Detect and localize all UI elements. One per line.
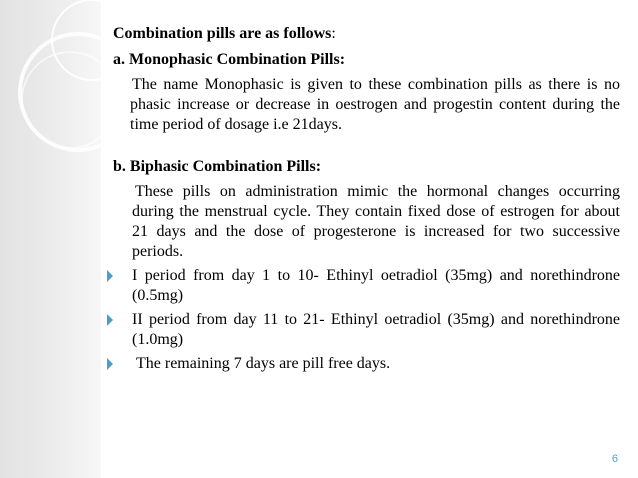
section-a-paragraph: The name Monophasic is given to these combination pills as there is no phasic increase or decrease in oestrogen and progestin content during the time period of dosage i.e 21days. xyxy=(130,76,620,133)
list-item: II period from day 11 to 21- Ethinyl oetradiol (35mg) and norethindrone (1.0mg) xyxy=(113,310,620,350)
slide-content xyxy=(113,24,620,374)
list-item: I period from day 1 to 10- Ethinyl oetradiol (35mg) and norethindrone (0.5mg) xyxy=(113,266,620,306)
decorative-circles xyxy=(0,0,130,478)
section-a-title: a. Monophasic Combination Pills: xyxy=(113,51,346,68)
bullet-arrow-icon xyxy=(107,358,113,370)
bullet-arrow-icon xyxy=(107,270,113,282)
section-b-title: b. Biphasic Combination Pills: xyxy=(113,158,322,175)
bullet-list xyxy=(113,266,620,374)
list-item: The remaining 7 days are pill free days. xyxy=(113,354,620,374)
bullet-arrow-icon xyxy=(107,314,113,326)
page-number: 6 xyxy=(611,453,618,465)
intro-heading: Combination pills are as follows: xyxy=(113,25,336,42)
section-b-paragraph: These pills on administration mimic the hormonal changes occurring during the menstrual cycle. They contain fixed dose of estrogen for about 21 days and the dose of progesterone is increased for two successive periods. xyxy=(132,183,620,260)
